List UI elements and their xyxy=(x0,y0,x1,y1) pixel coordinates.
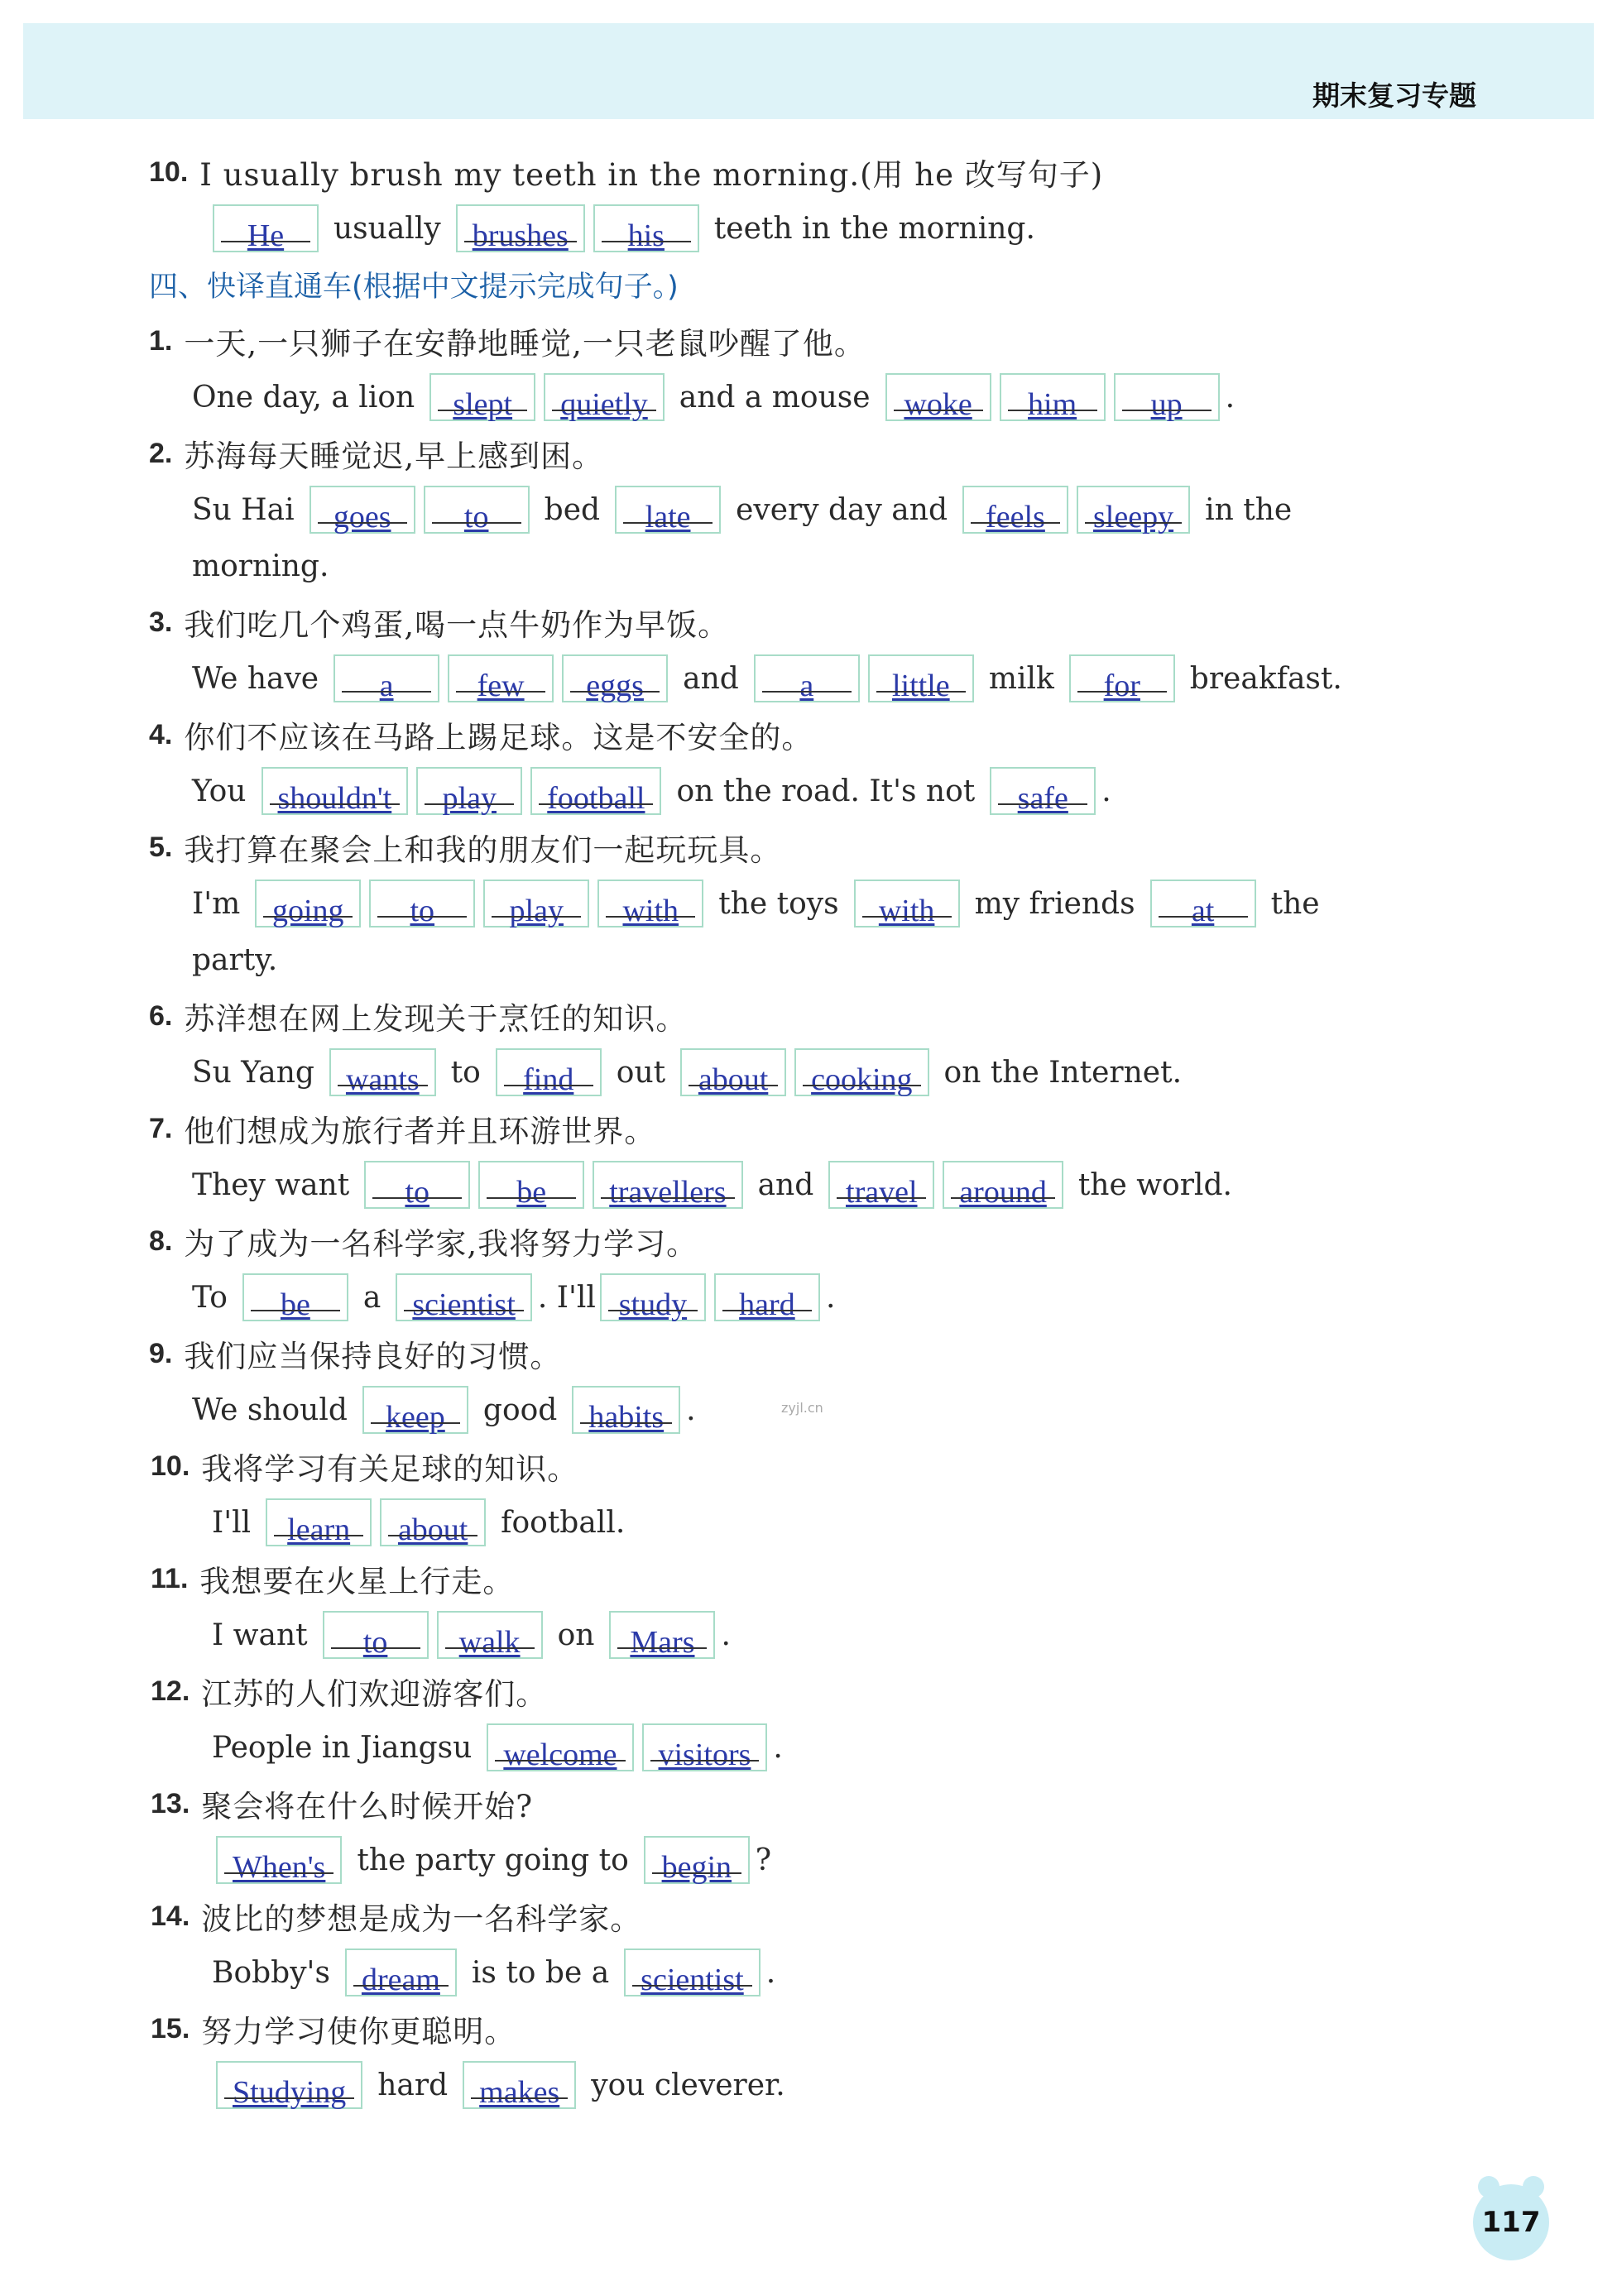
sentence-text: I'll xyxy=(212,1505,252,1540)
answer-text: at xyxy=(1191,894,1215,928)
answer-line xyxy=(0,1944,1617,2001)
chinese-prompt: 你们不应该在马路上踢足球。这是不安全的。 xyxy=(184,720,813,755)
answer-text: welcome xyxy=(503,1738,617,1772)
answer-blank[interactable] xyxy=(544,373,665,421)
answer-line xyxy=(0,1494,1617,1551)
answer-blank[interactable] xyxy=(396,1273,532,1321)
text-line xyxy=(0,1438,1617,1494)
question-number: 10. xyxy=(151,1450,190,1482)
question-number: 2. xyxy=(149,437,173,469)
sentence-text: my friends xyxy=(974,886,1135,921)
chinese-prompt: 他们想成为旅行者并且环游世界。 xyxy=(184,1114,656,1149)
answer-line xyxy=(0,2057,1617,2113)
sentence-text: football. xyxy=(501,1505,626,1540)
answer-text: a xyxy=(799,669,814,703)
question-number: 9. xyxy=(149,1337,173,1369)
answer-blank[interactable] xyxy=(380,1498,486,1546)
sentence-text: the toys xyxy=(718,886,839,921)
answer-text: walk xyxy=(458,1625,521,1660)
sentence-text: . xyxy=(765,1955,776,1990)
answer-blank[interactable] xyxy=(642,1723,768,1771)
answer-blank[interactable] xyxy=(329,1048,436,1096)
answer-text: keep xyxy=(386,1400,445,1435)
answer-line xyxy=(0,1607,1617,1663)
sentence-text: Bobby's xyxy=(212,1955,330,1990)
answer-blank[interactable] xyxy=(609,1611,715,1659)
sentence-text: . xyxy=(1225,380,1236,415)
answer-text: late xyxy=(645,500,691,534)
header-title: 期末复习专题 xyxy=(1312,79,1476,112)
watermark: zyjl.cn xyxy=(781,1400,823,1416)
badge-ear-left-icon xyxy=(1478,2176,1499,2198)
answer-blank[interactable] xyxy=(1000,373,1106,421)
answer-blank[interactable] xyxy=(483,880,589,928)
answer-text: play xyxy=(442,781,497,816)
answer-blank[interactable] xyxy=(496,1048,602,1096)
answer-line xyxy=(0,650,1617,707)
answer-text: a xyxy=(379,669,394,703)
answer-text: study xyxy=(618,1287,688,1322)
text-line xyxy=(0,144,1617,200)
answer-text: Studying xyxy=(233,2075,347,2110)
sentence-text: . xyxy=(825,1280,836,1315)
answer-blank[interactable] xyxy=(216,1836,342,1884)
question-number: 8. xyxy=(149,1225,173,1257)
sentence-text: morning. xyxy=(192,549,329,583)
sentence-text: and xyxy=(757,1167,814,1202)
text-line xyxy=(0,594,1617,650)
answer-text: about xyxy=(397,1512,468,1547)
answer-text: sleepy xyxy=(1093,500,1174,534)
answer-text: his xyxy=(627,218,665,253)
chinese-prompt: 波比的梦想是成为一名科学家。 xyxy=(201,1901,642,1937)
answer-blank[interactable] xyxy=(572,1386,680,1434)
text-line xyxy=(0,1888,1617,1944)
sentence-text: We have xyxy=(192,661,319,696)
chinese-prompt: 苏海每天睡觉迟,早上感到困。 xyxy=(184,439,604,474)
answer-text: shouldn't xyxy=(277,781,392,816)
text-line xyxy=(0,707,1617,763)
page-number-badge xyxy=(1473,2184,1549,2260)
answer-text: woke xyxy=(904,387,972,422)
chinese-prompt: 我想要在火星上行走。 xyxy=(199,1564,515,1599)
question-number: 15. xyxy=(151,2012,190,2044)
answer-line xyxy=(0,932,1617,988)
sentence-text: usually xyxy=(333,211,441,246)
answer-line xyxy=(0,1832,1617,1888)
answer-blank[interactable] xyxy=(714,1273,820,1321)
answer-blank[interactable] xyxy=(345,1948,457,1996)
answer-blank[interactable] xyxy=(624,1948,761,1996)
chinese-prompt: 为了成为一名科学家,我将努力学习。 xyxy=(184,1226,698,1262)
sentence-text: the party going to xyxy=(357,1843,629,1877)
answer-blank[interactable] xyxy=(644,1836,750,1884)
sentence-text: To xyxy=(192,1280,228,1315)
answer-blank[interactable] xyxy=(794,1048,928,1096)
answer-blank[interactable] xyxy=(593,1161,742,1209)
answer-blank[interactable] xyxy=(597,880,703,928)
section-heading xyxy=(0,256,1617,313)
chinese-prompt: 我将学习有关足球的知识。 xyxy=(201,1451,579,1487)
answer-text: visitors xyxy=(658,1738,751,1772)
answer-blank[interactable] xyxy=(448,654,554,702)
answer-blank[interactable] xyxy=(362,1386,468,1434)
sentence-text: bed xyxy=(544,492,601,527)
answer-text: around xyxy=(959,1175,1047,1210)
answer-blank[interactable] xyxy=(309,486,415,534)
answer-blank[interactable] xyxy=(600,1273,706,1321)
answer-text: hard xyxy=(739,1287,795,1322)
answer-text: to xyxy=(463,500,489,534)
question-number: 14. xyxy=(151,1900,190,1932)
text-line xyxy=(0,1663,1617,1719)
text-line xyxy=(0,819,1617,875)
answer-text: travellers xyxy=(609,1175,727,1210)
sentence-text: on xyxy=(557,1618,595,1652)
sentence-text: the world. xyxy=(1077,1167,1232,1202)
answer-text: football xyxy=(547,781,645,816)
answer-text: slept xyxy=(453,387,513,422)
sentence-text: on the road. It's not xyxy=(676,774,976,808)
sentence-text: I want xyxy=(212,1618,308,1652)
answer-text: cooking xyxy=(811,1062,913,1097)
sentence-text: People in Jiangsu xyxy=(212,1730,473,1765)
text-line xyxy=(0,1100,1617,1157)
answer-text: little xyxy=(891,669,950,703)
chinese-prompt: 聚会将在什么时候开始? xyxy=(201,1789,534,1824)
answer-blank[interactable] xyxy=(530,767,661,815)
sentence-text: . xyxy=(1101,774,1111,808)
question-prompt: I usually brush my teeth in the morning.(用 he 改写句子) xyxy=(199,157,1104,193)
sentence-text: every day and xyxy=(736,492,948,527)
sentence-text: party. xyxy=(192,942,278,977)
answer-text: scientist xyxy=(641,1963,744,1997)
answer-blank[interactable] xyxy=(1114,373,1220,421)
answer-text: dream xyxy=(361,1963,440,1997)
sentence-text: milk xyxy=(988,661,1054,696)
answer-text: to xyxy=(410,894,435,928)
answer-text: to xyxy=(405,1175,429,1210)
answer-blank[interactable] xyxy=(828,1161,934,1209)
answer-blank[interactable] xyxy=(456,204,585,252)
answer-text: begin xyxy=(661,1850,732,1885)
page-number: 117 xyxy=(1481,2206,1541,2239)
text-line xyxy=(0,313,1617,369)
answer-line xyxy=(0,1157,1617,1213)
answer-text: Mars xyxy=(630,1625,695,1660)
answer-blank[interactable] xyxy=(562,654,668,702)
badge-ear-right-icon xyxy=(1523,2176,1544,2198)
answer-line xyxy=(0,1719,1617,1776)
answer-blank[interactable] xyxy=(754,654,860,702)
question-number: 13. xyxy=(151,1787,190,1819)
answer-text: to xyxy=(362,1625,388,1660)
sentence-text: . xyxy=(721,1618,731,1652)
answer-blank[interactable] xyxy=(416,767,522,815)
answer-text: wants xyxy=(345,1062,420,1097)
chinese-prompt: 我们吃几个鸡蛋,喝一点牛奶作为早饭。 xyxy=(184,607,730,643)
question-number: 11. xyxy=(151,1562,189,1594)
answer-blank[interactable] xyxy=(266,1498,372,1546)
section-instruction: (根据中文提示完成句子。) xyxy=(352,271,679,304)
answer-line xyxy=(0,1269,1617,1325)
question-number: 5. xyxy=(149,831,173,863)
answer-text: play xyxy=(509,894,564,928)
answer-line xyxy=(0,875,1617,932)
answer-blank[interactable] xyxy=(369,880,475,928)
sentence-text: Su Yang xyxy=(192,1055,314,1090)
text-line xyxy=(0,1551,1617,1607)
answer-blank[interactable] xyxy=(990,767,1096,815)
answer-text: quietly xyxy=(560,387,648,422)
sentence-text: hard xyxy=(377,2068,449,2102)
sentence-text: and xyxy=(683,661,739,696)
question-number: 12. xyxy=(151,1675,190,1707)
answer-text: learn xyxy=(287,1512,351,1547)
answer-blank[interactable] xyxy=(429,373,535,421)
text-line xyxy=(0,988,1617,1044)
sentence-text: a xyxy=(362,1280,381,1315)
answer-text: brushes xyxy=(472,218,569,253)
text-line xyxy=(0,2001,1617,2057)
sentence-text: . I'll xyxy=(537,1280,596,1315)
answer-text: scientist xyxy=(412,1287,516,1322)
sentence-text: the xyxy=(1270,886,1320,921)
text-line xyxy=(0,1213,1617,1269)
answer-blank[interactable] xyxy=(424,486,530,534)
text-line xyxy=(0,1776,1617,1832)
answer-blank[interactable] xyxy=(364,1161,470,1209)
answer-text: feels xyxy=(986,500,1045,534)
answer-blank[interactable] xyxy=(943,1161,1063,1209)
answer-blank[interactable] xyxy=(213,204,319,252)
answer-blank[interactable] xyxy=(242,1273,348,1321)
chinese-prompt: 江苏的人们欢迎游客们。 xyxy=(201,1676,548,1712)
answer-line xyxy=(0,369,1617,425)
answer-blank[interactable] xyxy=(478,1161,584,1209)
answer-text: He xyxy=(247,218,285,253)
answer-text: safe xyxy=(1017,781,1068,816)
sentence-text: to xyxy=(450,1055,481,1090)
answer-text: habits xyxy=(588,1400,665,1435)
answer-text: about xyxy=(698,1062,769,1097)
sentence-text: You xyxy=(192,774,247,808)
answer-line xyxy=(0,763,1617,819)
sentence-text: good xyxy=(482,1392,558,1427)
question-number: 6. xyxy=(149,999,173,1032)
answer-text: travel xyxy=(846,1175,918,1210)
sentence-text: you cleverer. xyxy=(591,2068,785,2102)
sentence-text: out xyxy=(616,1055,666,1090)
answer-text: him xyxy=(1028,387,1077,422)
sentence-text: Su Hai xyxy=(192,492,295,527)
sentence-text: and a mouse xyxy=(679,380,871,415)
question-number: 3. xyxy=(149,606,173,638)
answer-blank[interactable] xyxy=(1077,486,1190,534)
answer-text: few xyxy=(477,669,525,703)
sentence-text: . xyxy=(686,1392,696,1427)
sentence-text: One day, a lion xyxy=(192,380,415,415)
sentence-text: I'm xyxy=(192,886,241,921)
answer-blank[interactable] xyxy=(323,1611,429,1659)
sentence-text: We should xyxy=(192,1392,348,1427)
answer-line xyxy=(0,482,1617,538)
answer-text: When's xyxy=(233,1850,326,1885)
text-line xyxy=(0,1325,1617,1382)
answer-text: up xyxy=(1150,387,1183,422)
question-number: 1. xyxy=(149,324,173,357)
answer-blank[interactable] xyxy=(593,204,699,252)
answer-blank[interactable] xyxy=(680,1048,786,1096)
chinese-prompt: 我打算在聚会上和我的朋友们一起玩玩具。 xyxy=(184,832,782,868)
answer-text: with xyxy=(622,894,679,928)
chinese-prompt: 苏洋想在网上发现关于烹饪的知识。 xyxy=(184,1001,688,1037)
chinese-prompt: 我们应当保持良好的习惯。 xyxy=(184,1339,562,1374)
answer-text: goes xyxy=(333,500,391,534)
answer-text: makes xyxy=(479,2075,560,2110)
question-number: 4. xyxy=(149,718,173,750)
answer-line xyxy=(0,1044,1617,1100)
answer-text: for xyxy=(1103,669,1140,703)
answer-text: going xyxy=(271,894,344,928)
sentence-text: on the Internet. xyxy=(943,1055,1183,1090)
sentence-text: teeth in the morning. xyxy=(713,211,1035,246)
answer-text: with xyxy=(878,894,935,928)
question-number: 7. xyxy=(149,1112,173,1144)
answer-blank[interactable] xyxy=(487,1723,633,1771)
answer-blank[interactable] xyxy=(262,767,409,815)
text-line xyxy=(0,425,1617,482)
answer-blank[interactable] xyxy=(1150,880,1256,928)
answer-blank[interactable] xyxy=(854,880,960,928)
sentence-text: They want xyxy=(192,1167,350,1202)
answer-blank[interactable] xyxy=(615,486,721,534)
answer-blank[interactable] xyxy=(868,654,974,702)
sentence-text: is to be a xyxy=(471,1955,610,1990)
answer-blank[interactable] xyxy=(255,880,361,928)
chinese-prompt: 努力学习使你更聪明。 xyxy=(201,2014,516,2049)
answer-text: eggs xyxy=(586,669,644,703)
answer-blank[interactable] xyxy=(333,654,439,702)
answer-line xyxy=(0,538,1617,594)
question-number: 10. xyxy=(149,156,189,188)
answer-blank[interactable] xyxy=(437,1611,543,1659)
answer-text: be xyxy=(516,1175,547,1210)
sentence-text: in the xyxy=(1205,492,1293,527)
answer-text: be xyxy=(280,1287,310,1322)
section-title: 四、快译直通车 xyxy=(149,271,353,304)
answer-blank[interactable] xyxy=(463,2061,576,2109)
answer-blank[interactable] xyxy=(1069,654,1175,702)
chinese-prompt: 一天,一只狮子在安静地睡觉,一只老鼠吵醒了他。 xyxy=(184,326,866,362)
answer-blank[interactable] xyxy=(216,2061,362,2109)
answer-blank[interactable] xyxy=(962,486,1068,534)
sentence-text: breakfast. xyxy=(1189,661,1342,696)
answer-text: find xyxy=(523,1062,574,1097)
text-line xyxy=(0,200,1617,256)
answer-blank[interactable] xyxy=(885,373,991,421)
sentence-text: . xyxy=(773,1730,783,1765)
sentence-text: ? xyxy=(755,1843,772,1877)
